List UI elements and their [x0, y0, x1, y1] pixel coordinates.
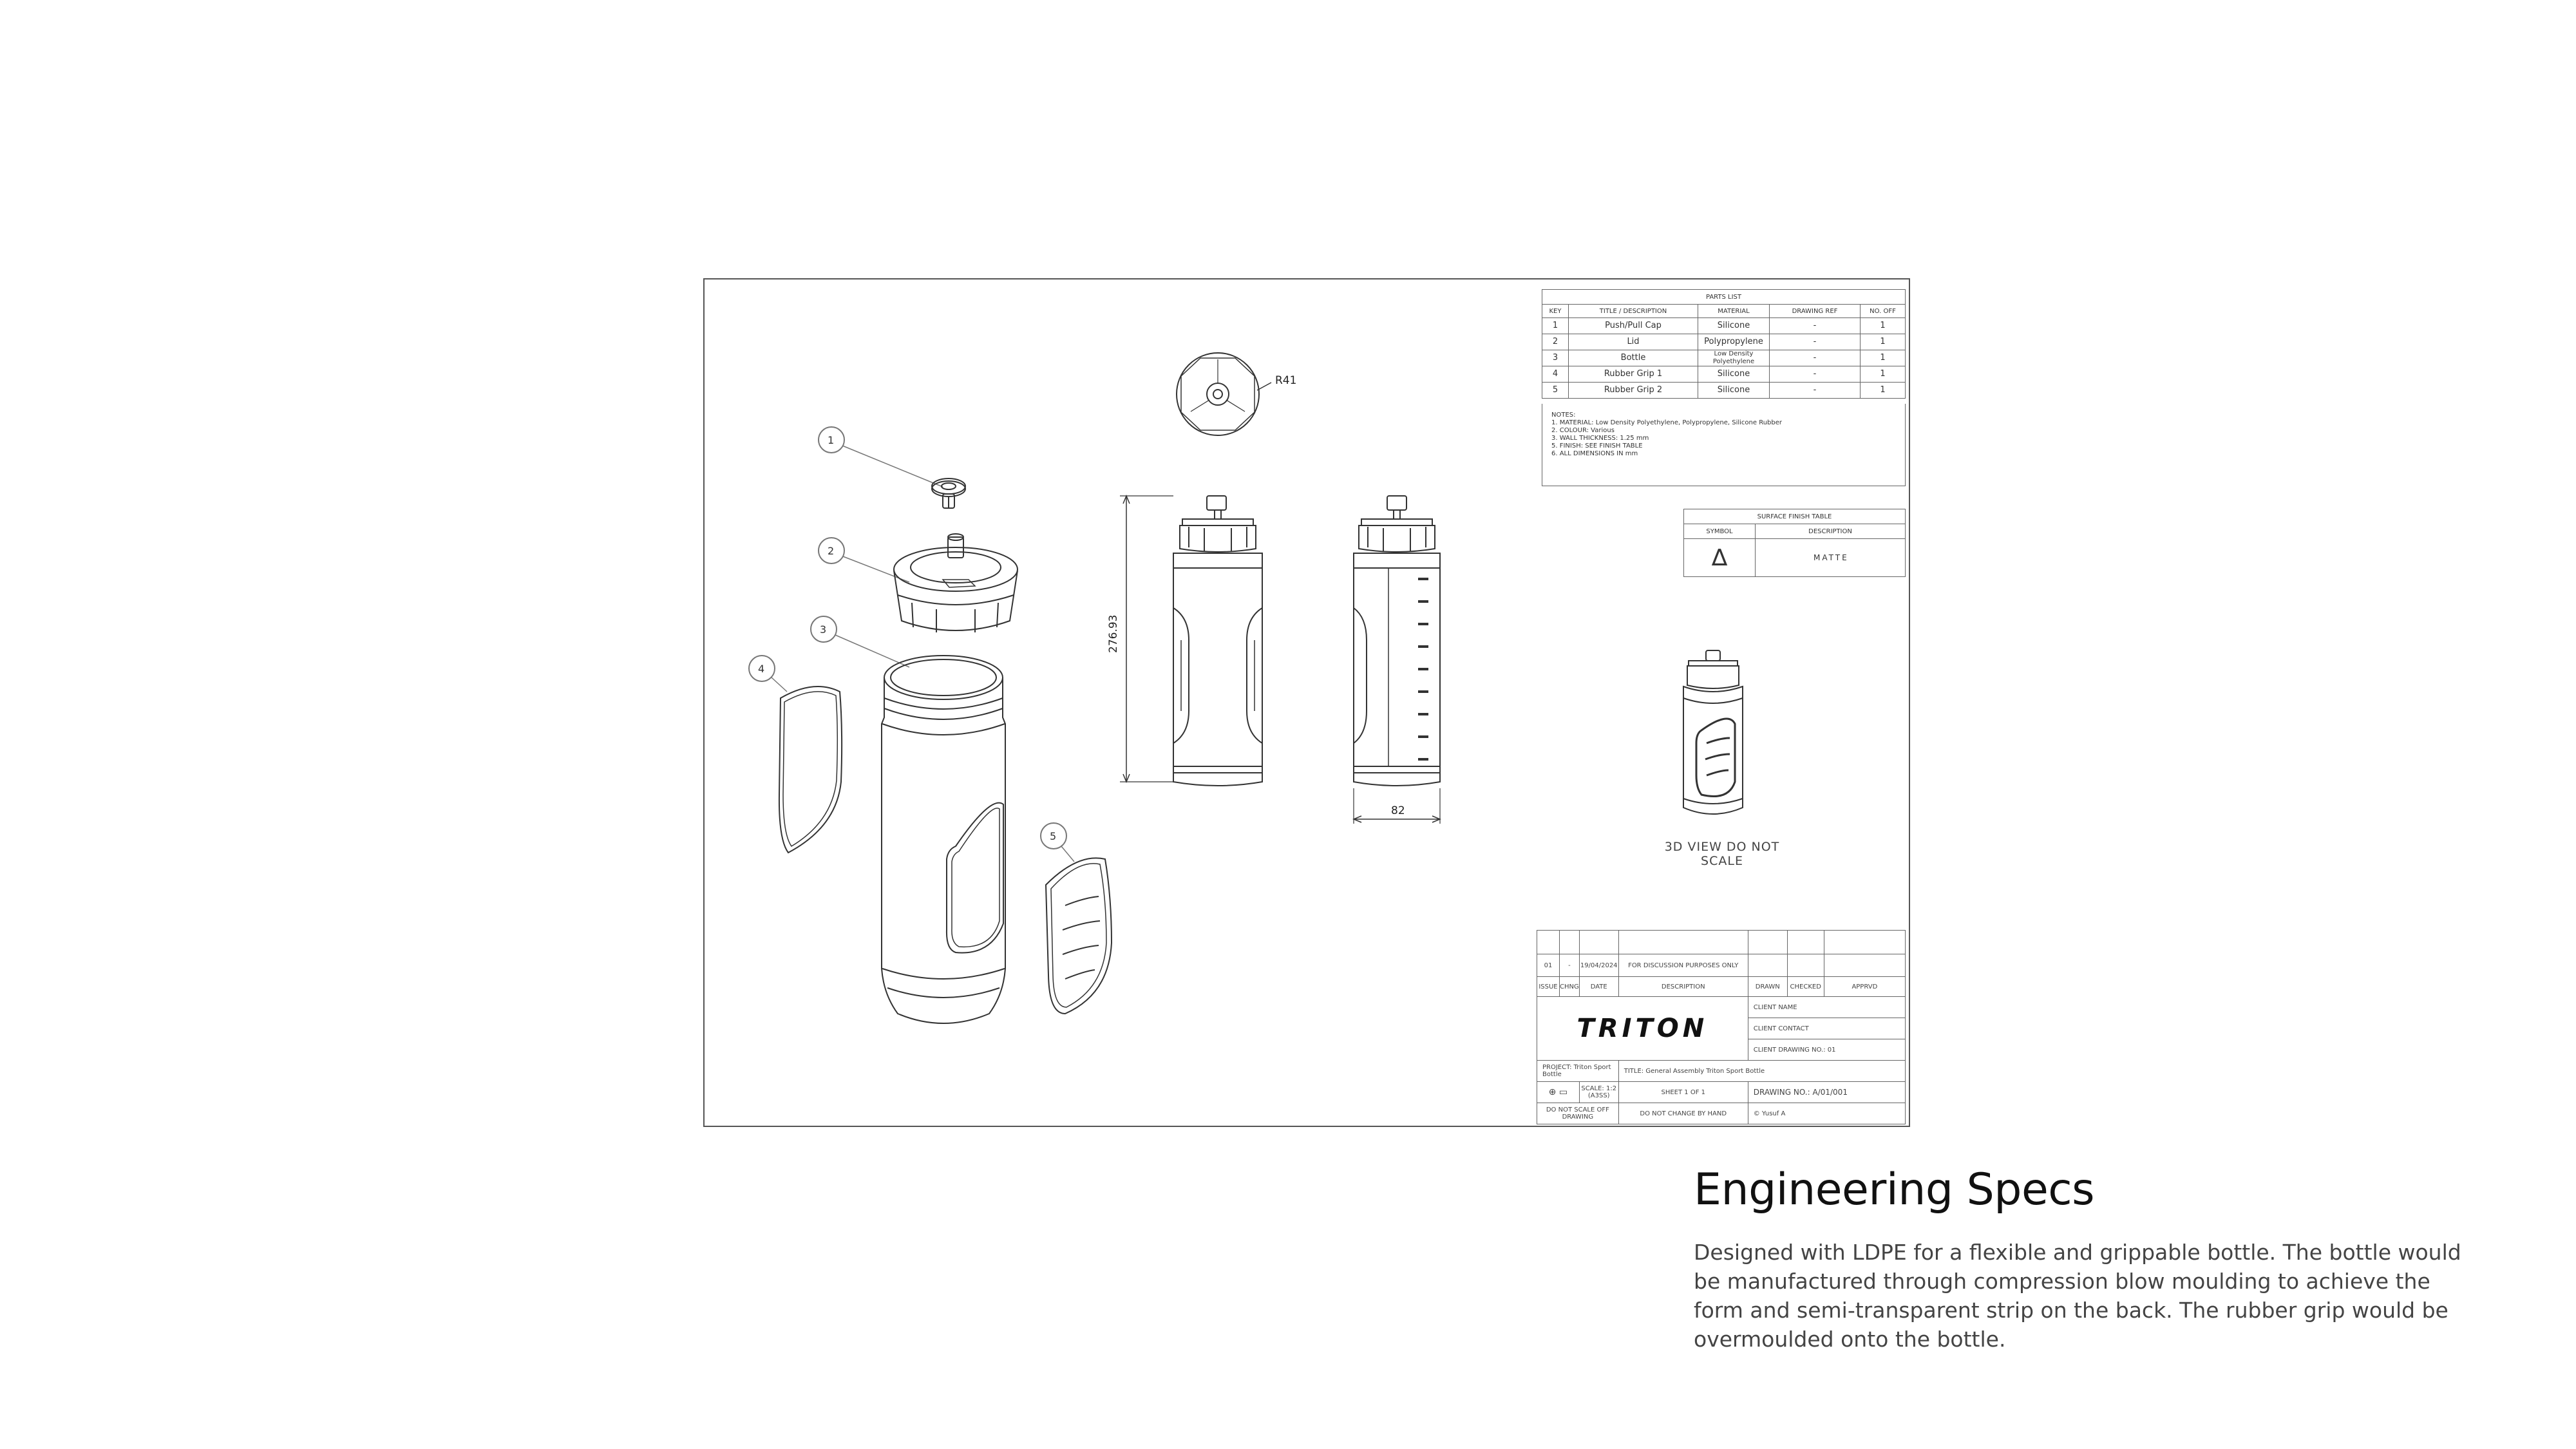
finish-header-description: DESCRIPTION [1756, 524, 1906, 539]
table-row [1542, 350, 1906, 366]
svg-text:3: 3 [820, 623, 827, 636]
parts-header-key: KEY [1542, 305, 1569, 318]
note-line: 2. COLOUR: Various [1551, 427, 1615, 434]
svg-text:5: 5 [1050, 830, 1057, 842]
svg-text:276.93: 276.93 [1107, 614, 1120, 653]
rubber-grip-1-part [779, 687, 842, 853]
callout-3 [811, 616, 909, 667]
svg-text:82: 82 [1391, 804, 1405, 817]
issue-value: 01 [1537, 954, 1560, 977]
col-chng: CHNG [1560, 977, 1580, 997]
front-elevation-view [1107, 496, 1262, 786]
svg-text:4: 4 [758, 663, 765, 675]
author-value: Yusuf A [1761, 1110, 1786, 1117]
scale-value: SCALE: 1:2 (A3SS) [1579, 1082, 1618, 1103]
parts-cell: Push/Pull Cap [1569, 318, 1698, 334]
table-row [1542, 383, 1906, 399]
col-drawn: DRAWN [1748, 977, 1787, 997]
lid-top-view [1177, 353, 1296, 435]
col-date: DATE [1579, 977, 1618, 997]
section-heading: Engineering Specs [1694, 1164, 2095, 1215]
section-description: Designed with LDPE for a flexible and grippable bottle. The bottle would be manufactured through compression blow moulding to achieve the form and semi-transparent strip on the back. The rubber grip would be overmoulded onto the bottle. [1694, 1240, 2461, 1352]
parts-cell: Polypropylene [1698, 334, 1770, 350]
parts-cell: - [1770, 366, 1861, 383]
table-row [1542, 366, 1906, 383]
parts-cell: Rubber Grip 2 [1569, 383, 1698, 399]
parts-cell: 2 [1542, 334, 1569, 350]
push-pull-cap-part [932, 478, 965, 508]
col-description: DESCRIPTION [1618, 977, 1748, 997]
surface-finish-table [1683, 509, 1906, 577]
note-line: 1. MATERIAL: Low Density Polyethylene, Polypropylene, Silicone Rubber [1551, 419, 1783, 426]
parts-header-title: TITLE / DESCRIPTION [1569, 305, 1698, 318]
parts-cell: 1 [1861, 318, 1906, 334]
note-line: 6. ALL DIMENSIONS IN mm [1551, 450, 1638, 457]
parts-cell: 5 [1542, 383, 1569, 399]
parts-cell: Silicone [1698, 318, 1770, 334]
col-checked: CHECKED [1787, 977, 1824, 997]
client-drawing-no: CLIENT DRAWING NO.: 01 [1748, 1039, 1905, 1061]
title-block [1537, 930, 1906, 1124]
col-apprvd: APPRVD [1824, 977, 1905, 997]
parts-cell: 1 [1861, 366, 1906, 383]
drawing-number: DRAWING NO.: A/01/001 [1748, 1082, 1905, 1103]
parts-cell: - [1770, 383, 1861, 399]
parts-cell: Lid [1569, 334, 1698, 350]
drawing-title: TITLE: General Assembly Triton Sport Bottle [1618, 1061, 1905, 1082]
chng-value: - [1560, 954, 1580, 977]
view-label: 3D VIEW DO NOT SCALE [1664, 840, 1780, 868]
parts-cell: 4 [1542, 366, 1569, 383]
parts-cell: - [1770, 318, 1861, 334]
note-line: 3. WALL THICKNESS: 1.25 mm [1551, 435, 1649, 442]
parts-cell: 1 [1542, 318, 1569, 334]
client-name: CLIENT NAME [1748, 997, 1905, 1018]
engineering-drawing-sheet [703, 278, 1910, 1127]
matte-symbol-icon: ∆ [1684, 539, 1756, 577]
isometric-3d-view [1683, 650, 1743, 814]
no-change-note: DO NOT CHANGE BY HAND [1618, 1103, 1748, 1124]
parts-cell: - [1770, 350, 1861, 366]
surface-finish-caption: SURFACE FINISH TABLE [1684, 509, 1906, 524]
sheet-value: SHEET 1 OF 1 [1618, 1082, 1748, 1103]
table-row [1542, 318, 1906, 334]
table-row [1542, 334, 1906, 350]
author-name: © Yusuf A [1748, 1103, 1905, 1124]
parts-cell: 3 [1542, 350, 1569, 366]
parts-cell: 1 [1861, 334, 1906, 350]
parts-header-no-off: NO. OFF [1861, 305, 1906, 318]
note-line: 5. FINISH: SEE FINISH TABLE [1551, 442, 1643, 450]
parts-cell: Silicone [1698, 366, 1770, 383]
svg-text:1: 1 [828, 434, 835, 446]
projection-symbol-icon: ⊕ ▭ [1537, 1082, 1580, 1103]
parts-cell: - [1770, 334, 1861, 350]
parts-list-caption: PARTS LIST [1542, 290, 1906, 305]
parts-cell: 1 [1861, 383, 1906, 399]
svg-text:2: 2 [828, 545, 835, 557]
parts-cell: Silicone [1698, 383, 1770, 399]
finish-header-symbol: SYMBOL [1684, 524, 1756, 539]
parts-cell: Low Density Polyethylene [1698, 350, 1770, 366]
parts-header-material: MATERIAL [1698, 305, 1770, 318]
rubber-grip-2-part [1046, 858, 1112, 1014]
callout-4 [749, 656, 787, 692]
parts-cell: Bottle [1569, 350, 1698, 366]
no-scale-note: DO NOT SCALE OFF DRAWING [1537, 1103, 1619, 1124]
side-elevation-view [1354, 496, 1440, 824]
parts-header-drawing-ref: DRAWING REF [1770, 305, 1861, 318]
description-value: FOR DISCUSSION PURPOSES ONLY [1618, 954, 1748, 977]
svg-text:R41: R41 [1275, 374, 1297, 387]
drawing-notes [1542, 404, 1906, 486]
finish-description: MATTE [1756, 539, 1906, 577]
parts-cell: 1 [1861, 350, 1906, 366]
col-issue: ISSUE [1537, 977, 1560, 997]
bottle-part [882, 656, 1005, 1023]
date-value: 19/04/2024 [1579, 954, 1618, 977]
callout-1 [819, 427, 943, 487]
parts-cell: Rubber Grip 1 [1569, 366, 1698, 383]
lid-part [894, 534, 1018, 632]
parts-list-table [1542, 289, 1906, 399]
note-line: NOTES: [1551, 412, 1576, 419]
client-contact: CLIENT CONTACT [1748, 1018, 1905, 1039]
callout-5 [1041, 823, 1074, 862]
triton-logo: TRITON [1537, 997, 1748, 1061]
project-name: PROJECT: Triton Sport Bottle [1537, 1061, 1619, 1082]
